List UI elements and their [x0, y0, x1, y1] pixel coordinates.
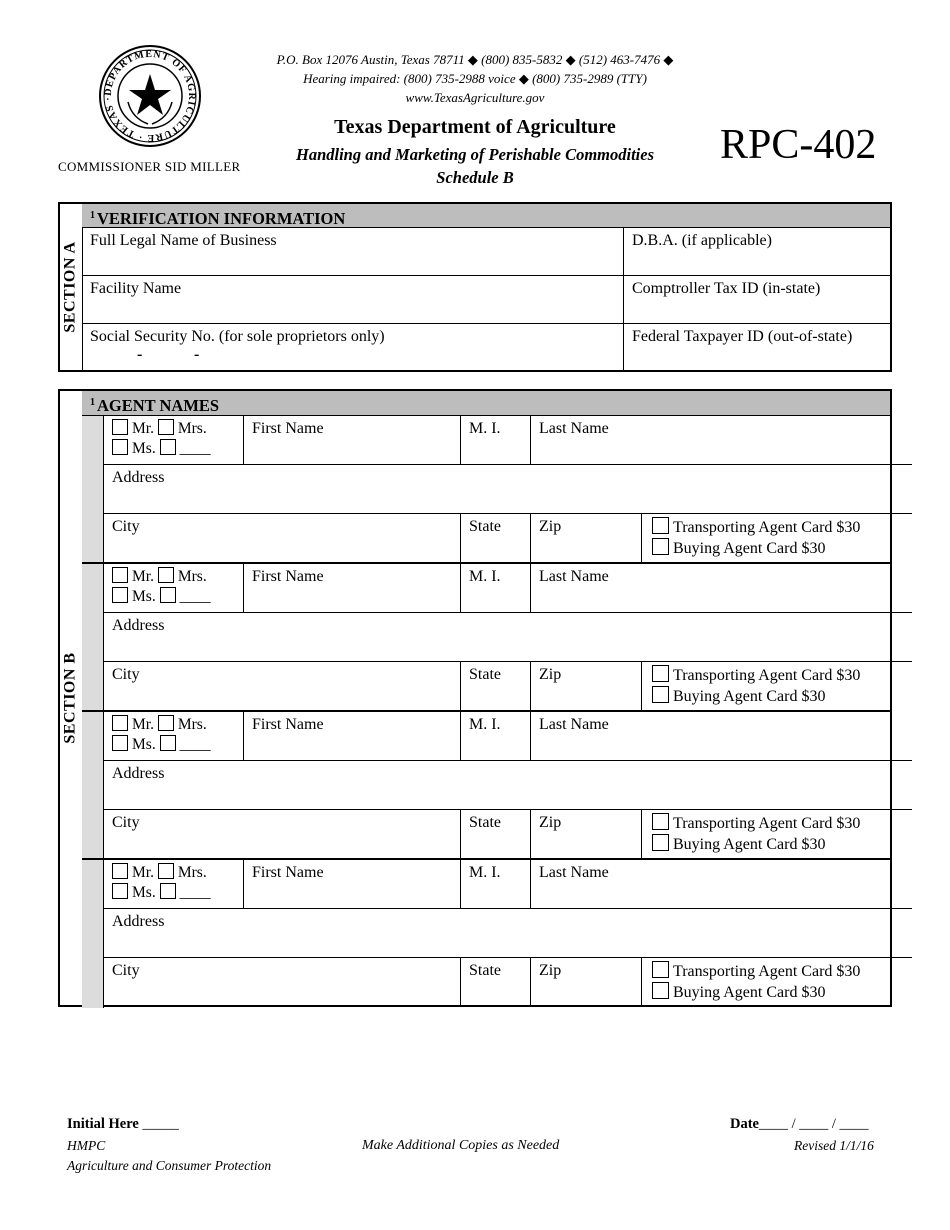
city-field[interactable]: City	[112, 962, 140, 979]
schedule-title: Schedule B	[436, 168, 514, 187]
zip-field[interactable]: Zip	[530, 662, 641, 710]
agent-block-shade	[82, 860, 104, 1008]
state-field[interactable]: State	[460, 514, 530, 562]
mr-checkbox[interactable]	[112, 567, 128, 583]
title-options	[104, 416, 243, 465]
first-name-field[interactable]: First Name	[243, 712, 460, 761]
transporting-card-label: Transporting Agent Card $30	[673, 519, 861, 536]
federal-taxpayer-id-field[interactable]: Federal Taxpayer ID (out-of-state)	[623, 324, 890, 370]
mr-label: Mr.	[132, 864, 154, 881]
mrs-checkbox[interactable]	[158, 863, 174, 879]
address-field[interactable]: Address	[104, 909, 912, 958]
address-field[interactable]: Address	[104, 465, 912, 514]
contact-address: P.O. Box 12076 Austin, Texas 78711 ◆ (800) 835-5832 ◆ (512) 463-7476 ◆	[276, 52, 674, 67]
buying-card-checkbox[interactable]	[652, 834, 669, 851]
ms-checkbox[interactable]	[112, 587, 128, 603]
facility-name-field[interactable]: Facility Name	[82, 276, 623, 324]
ssn-dash-2: -	[194, 346, 200, 363]
transporting-card-label: Transporting Agent Card $30	[673, 667, 861, 684]
buying-card-label: Buying Agent Card $30	[673, 836, 826, 853]
card-options	[641, 514, 912, 562]
buying-card-checkbox[interactable]	[652, 982, 669, 999]
initial-here[interactable]: Initial Here _____	[67, 1116, 179, 1132]
other-title-blank[interactable]: ____	[179, 440, 211, 457]
city-field[interactable]: City	[112, 666, 140, 683]
state-field[interactable]: State	[460, 662, 530, 710]
contact-hearing-impaired: Hearing impaired: (800) 735-2988 voice ◆ (800) 735-2989 (TTY)	[303, 71, 647, 86]
state-field[interactable]: State	[460, 810, 530, 858]
city-field[interactable]: City	[112, 814, 140, 831]
copies-note: Make Additional Copies as Needed	[362, 1138, 560, 1153]
section-b-label: SECTION B	[60, 391, 83, 1005]
ms-checkbox[interactable]	[112, 883, 128, 899]
other-title-blank[interactable]: ____	[179, 884, 211, 901]
section-b-heading: $^1$ AGENT NAMES	[82, 391, 890, 416]
hmpc-label: HMPC	[67, 1138, 106, 1153]
mr-checkbox[interactable]	[112, 863, 128, 879]
agent-block	[82, 712, 890, 860]
agent-block-shade	[82, 416, 104, 562]
mrs-checkbox[interactable]	[158, 419, 174, 435]
transporting-card-checkbox[interactable]	[652, 813, 669, 830]
middle-initial-field[interactable]: M. I.	[460, 712, 530, 761]
agent-block	[82, 416, 890, 564]
middle-initial-field[interactable]: M. I.	[460, 860, 530, 909]
mr-label: Mr.	[132, 420, 154, 437]
other-title-blank[interactable]: ____	[179, 736, 211, 753]
address-field[interactable]: Address	[104, 613, 912, 662]
card-options	[641, 662, 912, 710]
state-field[interactable]: State	[460, 958, 530, 1006]
middle-initial-field[interactable]: M. I.	[460, 564, 530, 613]
section-a	[58, 202, 892, 372]
card-options	[641, 810, 912, 858]
buying-card-label: Buying Agent Card $30	[673, 984, 826, 1001]
middle-initial-field[interactable]: M. I.	[460, 416, 530, 465]
mrs-checkbox[interactable]	[158, 715, 174, 731]
division-label: Agriculture and Consumer Protection	[67, 1158, 272, 1173]
zip-field[interactable]: Zip	[530, 810, 641, 858]
last-name-field[interactable]: Last Name	[530, 416, 912, 465]
transporting-card-label: Transporting Agent Card $30	[673, 963, 861, 980]
buying-card-label: Buying Agent Card $30	[673, 688, 826, 705]
zip-field[interactable]: Zip	[530, 958, 641, 1006]
section-a-heading: $^1$ VERIFICATION INFORMATION	[82, 204, 890, 228]
ms-checkbox[interactable]	[112, 439, 128, 455]
address-field[interactable]: Address	[104, 761, 912, 810]
other-title-checkbox[interactable]	[160, 587, 176, 603]
ms-label: Ms.	[132, 588, 156, 605]
other-title-checkbox[interactable]	[160, 883, 176, 899]
mr-label: Mr.	[132, 716, 154, 733]
date-field[interactable]: Date____ / ____ / ____	[730, 1116, 869, 1132]
other-title-checkbox[interactable]	[160, 735, 176, 751]
zip-field[interactable]: Zip	[530, 514, 641, 562]
agent-block-shade	[82, 564, 104, 710]
ms-checkbox[interactable]	[112, 735, 128, 751]
buying-card-checkbox[interactable]	[652, 538, 669, 555]
contact-website: www.TexasAgriculture.gov	[405, 90, 545, 105]
buying-card-label: Buying Agent Card $30	[673, 540, 826, 557]
first-name-field[interactable]: First Name	[243, 416, 460, 465]
mr-label: Mr.	[132, 568, 154, 585]
last-name-field[interactable]: Last Name	[530, 712, 912, 761]
section-b	[58, 389, 892, 1007]
transporting-card-checkbox[interactable]	[652, 961, 669, 978]
title-options	[104, 860, 243, 909]
dba-field[interactable]: D.B.A. (if applicable)	[623, 228, 890, 276]
form-number: RPC-402	[720, 122, 877, 168]
last-name-field[interactable]: Last Name	[530, 564, 912, 613]
mr-checkbox[interactable]	[112, 419, 128, 435]
ssn-dash-1: -	[137, 346, 143, 363]
agent-block	[82, 564, 890, 712]
city-field[interactable]: City	[112, 518, 140, 535]
mrs-label: Mrs.	[177, 420, 207, 437]
mrs-label: Mrs.	[177, 864, 207, 881]
title-options	[104, 564, 243, 613]
ms-label: Ms.	[132, 884, 156, 901]
svg-text:DEPARTMENT OF AGRICULTURE · TE: DEPARTMENT OF AGRICULTURE · TEXAS ·	[102, 48, 198, 144]
card-options	[641, 958, 912, 1006]
tda-seal-logo	[98, 44, 202, 148]
first-name-field[interactable]: First Name	[243, 860, 460, 909]
transporting-card-checkbox[interactable]	[652, 517, 669, 534]
last-name-field[interactable]: Last Name	[530, 860, 912, 909]
title-options	[104, 712, 243, 761]
first-name-field[interactable]: First Name	[243, 564, 460, 613]
other-title-blank[interactable]: ____	[179, 588, 211, 605]
department-title: Texas Department of Agriculture	[334, 116, 616, 138]
form-subtitle: Handling and Marketing of Perishable Commodities	[296, 145, 654, 164]
section-a-label: SECTION A	[60, 204, 83, 370]
legal-name-field[interactable]: Full Legal Name of Business	[82, 228, 623, 276]
mrs-label: Mrs.	[177, 568, 207, 585]
revised-date: Revised 1/1/16	[794, 1138, 874, 1153]
mrs-label: Mrs.	[177, 716, 207, 733]
mr-checkbox[interactable]	[112, 715, 128, 731]
mrs-checkbox[interactable]	[158, 567, 174, 583]
agent-block-shade	[82, 712, 104, 858]
comptroller-tax-id-field[interactable]: Comptroller Tax ID (in-state)	[623, 276, 890, 324]
transporting-card-label: Transporting Agent Card $30	[673, 815, 861, 832]
buying-card-checkbox[interactable]	[652, 686, 669, 703]
agent-block	[82, 860, 890, 1008]
ms-label: Ms.	[132, 736, 156, 753]
other-title-checkbox[interactable]	[160, 439, 176, 455]
commissioner-name: COMMISSIONER SID MILLER	[58, 159, 241, 174]
transporting-card-checkbox[interactable]	[652, 665, 669, 682]
ssn-field[interactable]: Social Security No. (for sole proprietors only) - -	[90, 328, 385, 363]
ms-label: Ms.	[132, 440, 156, 457]
